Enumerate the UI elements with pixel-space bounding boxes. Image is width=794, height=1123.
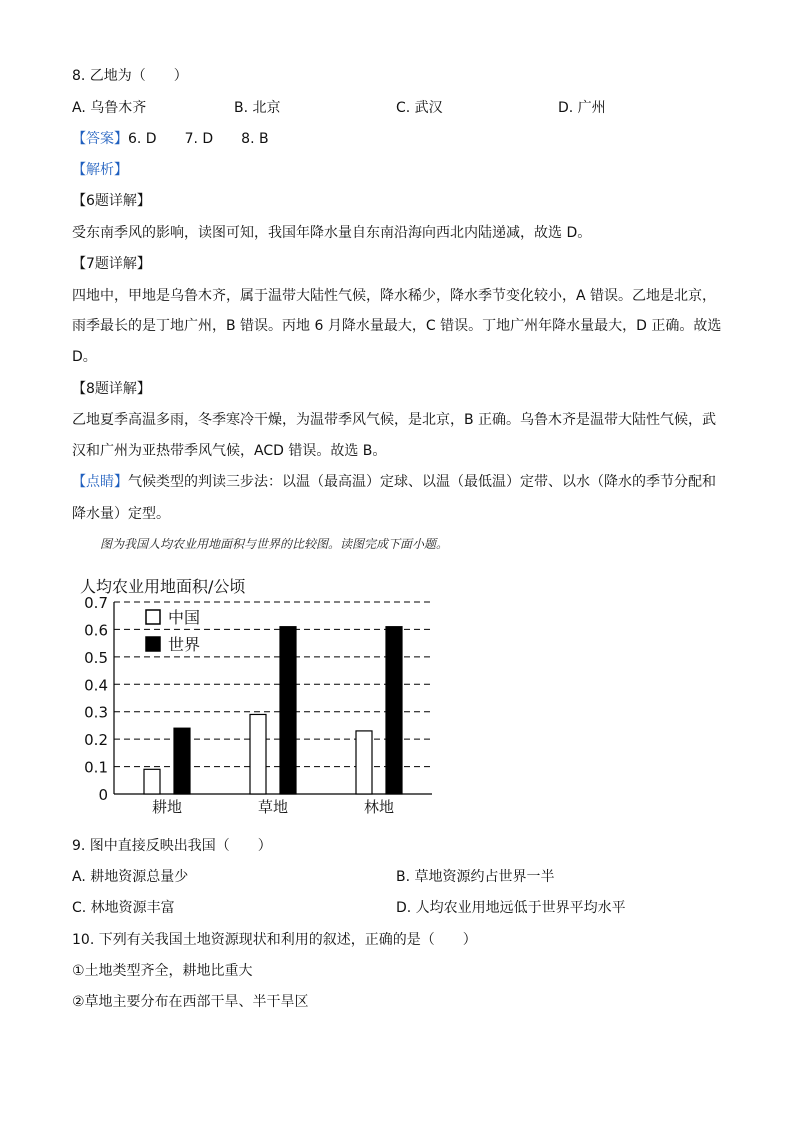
legend	[146, 608, 200, 654]
analysis-label: 【解析】	[72, 162, 128, 178]
bar-world	[174, 728, 190, 794]
y-tick-label: 0.5	[84, 648, 108, 667]
q8-detail-line: 汉和广州为亚热带季风气候，ACD 错误。故选 B。	[72, 443, 387, 459]
q7-detail-line: D。	[72, 349, 97, 365]
q10-stem: 10. 下列有关我国土地资源现状和利用的叙述，正确的是（ ）	[72, 932, 477, 948]
x-tick-label: 林地	[363, 798, 395, 816]
x-tick-label: 草地	[257, 798, 289, 816]
y-tick-label: 0.4	[84, 676, 108, 695]
chart-grid	[114, 602, 432, 767]
q8-option-c: C. 武汉	[396, 100, 443, 116]
bar-world	[280, 627, 296, 794]
y-tick-label: 0.1	[84, 758, 108, 777]
answer-text: 6. D 7. D 8. B	[128, 131, 269, 147]
q8-option-a: A. 乌鲁木齐	[72, 100, 147, 116]
legend-label: 中国	[168, 608, 201, 627]
chart-intro: 图为我国人均农业用地面积与世界的比较图。读图完成下面小题。	[100, 537, 449, 551]
q8-stem: 8. 乙地为（ ）	[72, 68, 188, 84]
chart-title: 人均农业用地面积/公顷	[80, 577, 246, 596]
q9-stem: 9. 图中直接反映出我国（ ）	[72, 838, 272, 854]
legend-label: 世界	[168, 635, 201, 654]
tip-label: 【点睛】	[72, 474, 128, 490]
q7-detail-line: 雨季最长的是丁地广州，B 错误。丙地 6 月降水量最大，C 错误。丁地广州年降水量最大，D 正确。故选	[72, 318, 722, 334]
y-tick-label: 0.2	[84, 731, 108, 750]
tip-row	[72, 472, 716, 492]
q7-detail-label: 【7题详解】	[72, 256, 151, 272]
land-use-chart	[72, 572, 452, 822]
q9-option-d: D. 人均农业用地远低于世界平均水平	[396, 900, 626, 916]
bar-china	[250, 714, 266, 794]
y-axis-ticks	[84, 594, 108, 804]
x-tick-label: 耕地	[151, 798, 183, 816]
q9-option-a: A. 耕地资源总量少	[72, 869, 189, 885]
y-tick-label: 0.7	[84, 594, 108, 612]
q8-detail-line: 乙地夏季高温多雨，冬季寒冷干燥，为温带季风气候，是北京，B 正确。乌鲁木齐是温带大陆性气候，武	[72, 412, 717, 428]
q6-detail-label: 【6题详解】	[72, 193, 151, 209]
x-axis-ticks	[152, 798, 394, 816]
q10-item: ①土地类型齐全，耕地比重大	[72, 963, 253, 979]
q8-option-d: D. 广州	[558, 100, 606, 116]
q10-item: ②草地主要分布在西部干旱、半干旱区	[72, 994, 309, 1010]
answer-row	[72, 129, 269, 149]
q9-option-b: B. 草地资源约占世界一半	[396, 869, 555, 885]
y-tick-label: 0	[98, 786, 108, 804]
bar-world	[386, 627, 402, 794]
q8-detail-label: 【8题详解】	[72, 381, 151, 397]
y-tick-label: 0.3	[84, 703, 108, 722]
tip-line: 气候类型的判读三步法：以温（最高温）定球、以温（最低温）定带、以水（降水的季节分配和	[128, 474, 716, 490]
q7-detail-line: 四地中，甲地是乌鲁木齐，属于温带大陆性气候，降水稀少，降水季节变化较小，A 错误。乙地是北京，	[72, 288, 717, 304]
q6-detail-line: 受东南季风的影响，读图可知，我国年降水量自东南沿海向西北内陆递减，故选 D。	[72, 225, 592, 241]
tip-line: 降水量）定型。	[72, 506, 170, 522]
y-tick-label: 0.6	[84, 621, 108, 640]
q9-option-c: C. 林地资源丰富	[72, 900, 175, 916]
bar-china	[144, 769, 160, 794]
bar-china	[356, 731, 372, 794]
answer-label: 【答案】	[72, 131, 128, 147]
legend-swatch	[146, 637, 160, 651]
q8-option-b: B. 北京	[234, 100, 281, 116]
legend-swatch	[146, 610, 160, 624]
